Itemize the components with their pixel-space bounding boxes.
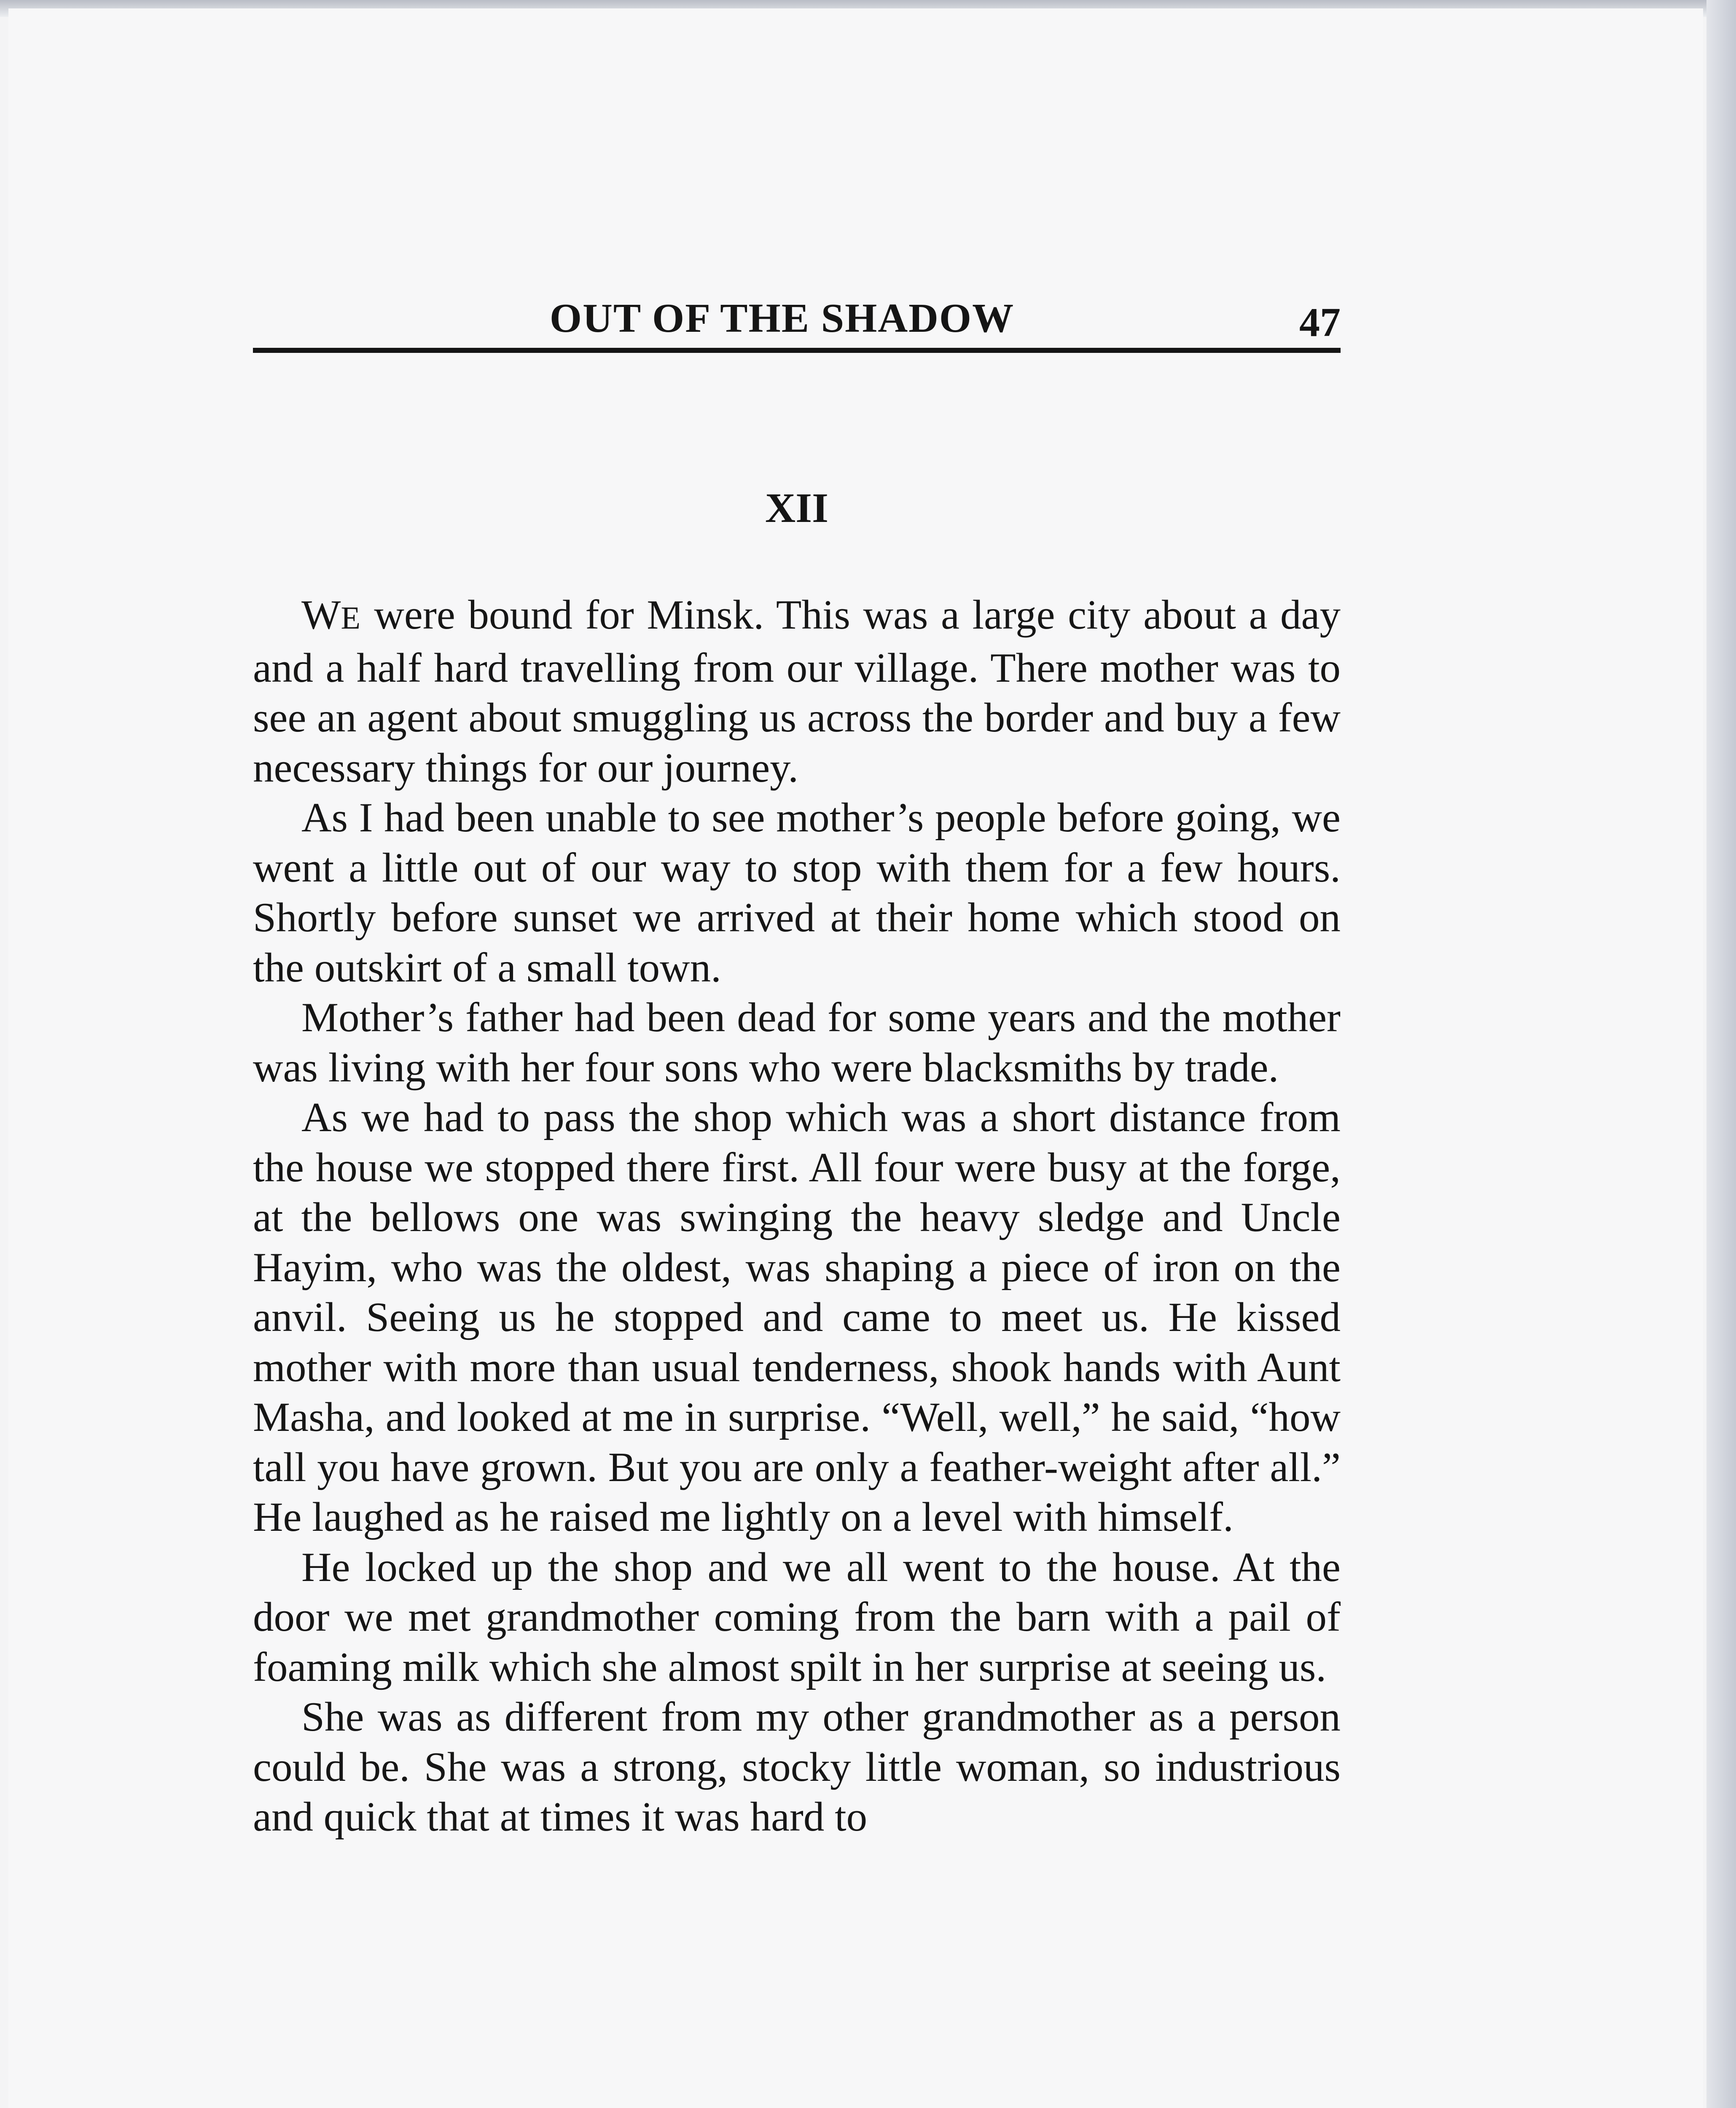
running-title: OUT OF THE SHADOW: [549, 296, 1015, 341]
paragraph-3: Mother’s father had been dead for some years and the mother was living with her four sons who were blacksmiths by trade.: [253, 995, 1341, 1091]
paragraph-4: As we had to pass the shop which was a short distance from the house we stopped there first. All four were busy at the forge, at the bellows one was swinging the heavy sledge and Uncle Hayim, who was the oldest, was shaping a piece of iron on the anvil. Seeing us he stopped and came to meet us. He kissed mother with more than usual tenderness, shook hands with Aunt Masha, and looked at me in surprise. “Well, well,” he said, “how tall you have grown. But you are only a feather-weight after all.” He laughed as he raised me lightly on a level with himself.: [253, 1094, 1341, 1540]
paragraph-5: He locked up the shop and we all went to the house. At the door we met grandmother coming from the barn with a pail of foaming milk which she almost spilt in her surprise at seeing us.: [253, 1544, 1341, 1690]
paragraph-6: She was as different from my other grandmother as a person could be. She was a strong, stocky little woman, so industrious and quick that at times it was hard to: [253, 1694, 1341, 1840]
small-caps-letter: E: [341, 600, 361, 636]
scan-right-edge: [1706, 0, 1736, 2108]
page-number: 47: [1299, 300, 1341, 345]
header-rule: [253, 348, 1341, 353]
paragraph-1: [253, 590, 1341, 793]
running-header: [253, 295, 1341, 354]
chapter-heading: XII: [765, 484, 829, 531]
drop-word: WE: [301, 592, 361, 638]
paragraph-text: were bound for Minsk. This was a large city about a day and a half hard travelling from our village. There mother was to see an agent about smuggling us across the border and buy a few necessary things for our journey.: [253, 592, 1341, 791]
body-text: [253, 590, 1341, 1842]
paragraph-2: As I had been unable to see mother’s people before going, we went a little out of our way to stop with them for a few hours. Shortly before sunset we arrived at their home which stood on the outskirt of a small town.: [253, 795, 1341, 991]
